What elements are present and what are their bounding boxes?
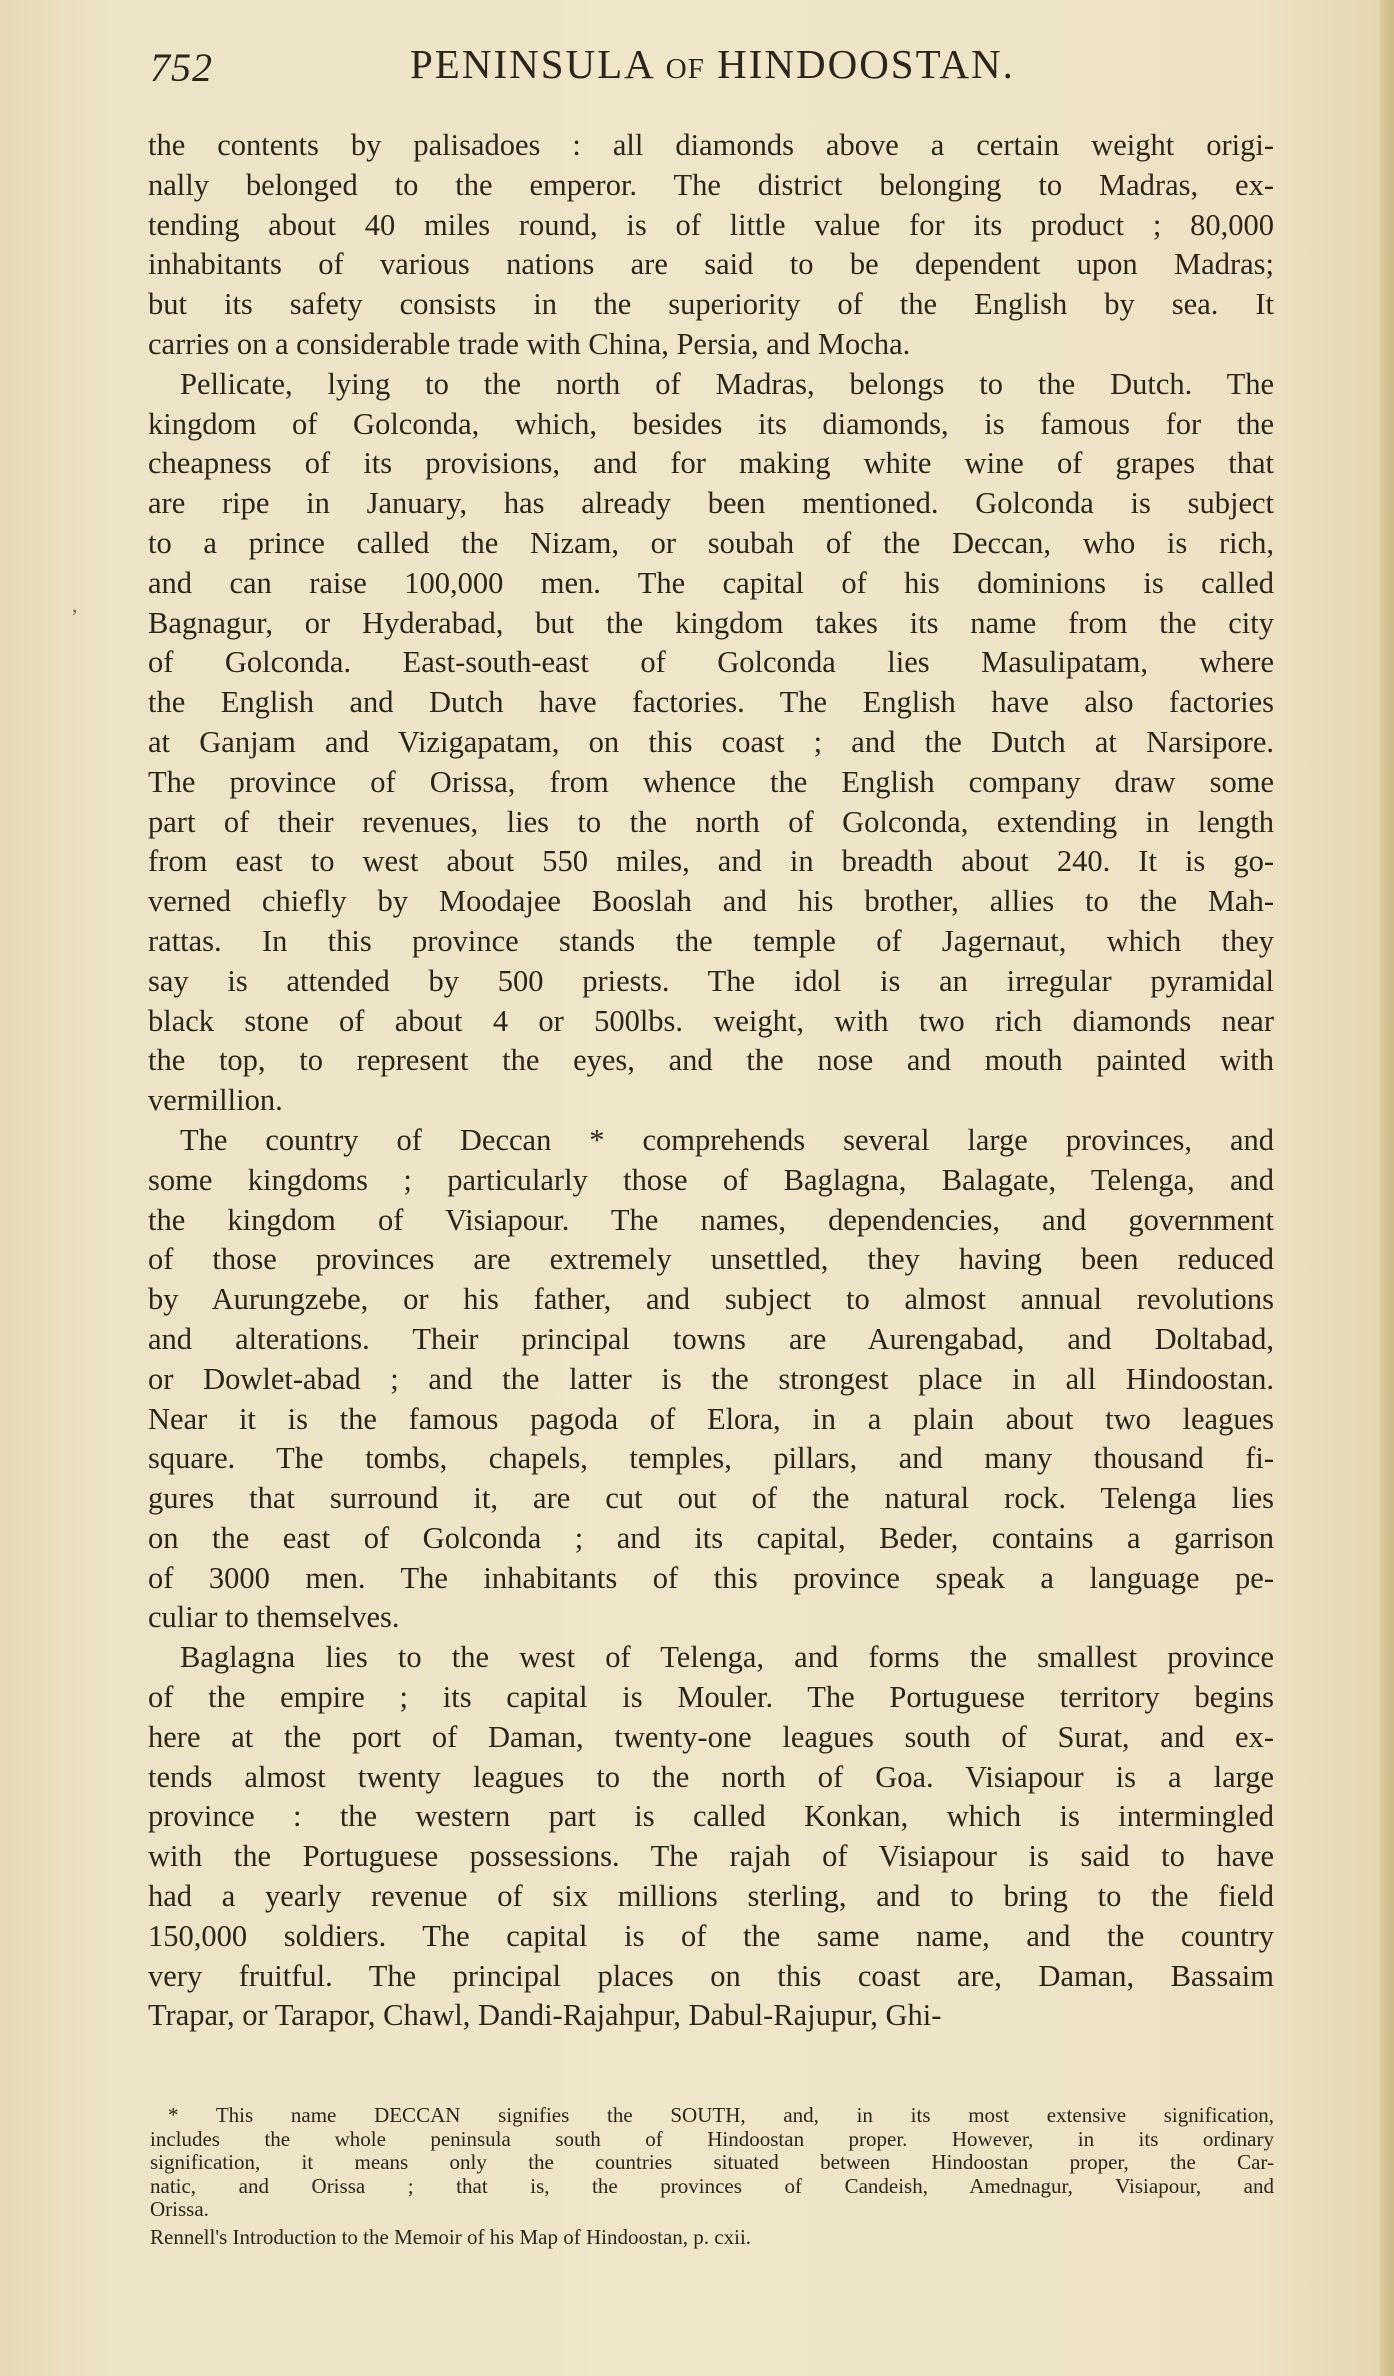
- text-line: of 3000 men. The inhabitants of this province speak a language pe-: [148, 1560, 1274, 1595]
- text-line: kingdom of Golconda, which, besides its diamonds, is famous for the: [148, 406, 1274, 441]
- footnote-citation: Rennell's Introduction to the Memoir of his Map of Hindoostan, p. cxii.: [150, 2224, 752, 2249]
- page-edge: [1380, 0, 1394, 2376]
- footnote-line: natic, and Orissa ; that is, the provinces of Candeish, Amednagur, Visiapour, and: [150, 2173, 1274, 2198]
- footnote-line: * This name DECCAN signifies the SOUTH, and, in its most extensive signification,: [168, 2103, 1274, 2127]
- text-line: Near it is the famous pagoda of Elora, in a plain about two leagues: [148, 1401, 1274, 1436]
- text-line: the kingdom of Visiapour. The names, dependencies, and government: [148, 1202, 1274, 1237]
- text-line: had a yearly revenue of six millions sterling, and to bring to the field: [148, 1879, 1274, 1914]
- footnote-line: includes the whole peninsula south of Hindoostan proper. However, in its ordinary: [150, 2126, 1274, 2151]
- text-line: rattas. In this province stands the temple of Jagernaut, which they: [148, 923, 1274, 958]
- text-line: of Golconda. East-south-east of Golconda lies Masulipatam, where: [148, 645, 1274, 680]
- text-line: Pellicate, lying to the north of Madras, belongs to the Dutch. The: [180, 366, 1274, 401]
- text-line: but its safety consists in the superiority of the English by sea. It: [148, 287, 1274, 322]
- text-line: on the east of Golconda ; and its capital, Beder, contains a garrison: [148, 1520, 1274, 1555]
- margin-mark: ,: [72, 592, 78, 617]
- text-line: tending about 40 miles round, is of little value for its product ; 80,000: [148, 207, 1274, 242]
- text-line: 150,000 soldiers. The capital is of the same name, and the country: [148, 1918, 1274, 1953]
- text-line: culiar to themselves.: [148, 1600, 400, 1635]
- text-line: the contents by palisadoes : all diamonds above a certain weight origi-: [148, 128, 1274, 162]
- running-head-of: OF: [665, 53, 705, 85]
- text-line: The province of Orissa, from whence the English company draw some: [148, 764, 1274, 799]
- text-line: Baglagna lies to the west of Telenga, and forms the smallest province: [180, 1640, 1274, 1675]
- footnote-line: Orissa.: [150, 2197, 209, 2222]
- text-line: and can raise 100,000 men. The capital of his dominions is called: [148, 565, 1274, 600]
- page-number: 752: [150, 45, 213, 90]
- text-line: tends almost twenty leagues to the north of Goa. Visiapour is a large: [148, 1759, 1274, 1794]
- text-line: part of their revenues, lies to the north of Golconda, extending in length: [148, 804, 1274, 839]
- text-line: the English and Dutch have factories. The English have also factories: [148, 685, 1274, 720]
- text-line: some kingdoms ; particularly those of Baglagna, Balagate, Telenga, and: [148, 1162, 1274, 1197]
- footnote-text: [150, 2104, 1274, 2222]
- footnote-block: [150, 2104, 1274, 2250]
- text-line: to a prince called the Nizam, or soubah of the Deccan, who is rich,: [148, 525, 1274, 560]
- text-line: province : the western part is called Konkan, which is intermingled: [148, 1799, 1274, 1834]
- running-head-part1: PENINSULA: [410, 41, 654, 87]
- text-line: gures that surround it, are cut out of the natural rock. Telenga lies: [148, 1481, 1274, 1516]
- text-line: and alterations. Their principal towns are Aurengabad, and Doltabad,: [148, 1321, 1274, 1356]
- text-line: black stone of about 4 or 500lbs. weight, with two rich diamonds near: [148, 1003, 1274, 1038]
- text-line: The country of Deccan * comprehends several large provinces, and: [180, 1122, 1274, 1157]
- body-text: [148, 126, 1274, 2036]
- text-line: verned chiefly by Moodajee Booslah and his brother, allies to the Mah-: [148, 884, 1274, 919]
- running-head-part2: HINDOOSTAN.: [717, 41, 1015, 87]
- text-line: say is attended by 500 priests. The idol is an irregular pyramidal: [148, 963, 1274, 998]
- text-line: with the Portuguese possessions. The rajah of Visiapour is said to have: [148, 1839, 1274, 1874]
- running-head: [410, 40, 1015, 88]
- text-line: here at the port of Daman, twenty-one leagues south of Surat, and ex-: [148, 1719, 1274, 1754]
- text-line: of those provinces are extremely unsettled, they having been reduced: [148, 1242, 1274, 1277]
- text-line: very fruitful. The principal places on this coast are, Daman, Bassaim: [148, 1958, 1274, 1993]
- text-line: nally belonged to the emperor. The district belonging to Madras, ex-: [148, 167, 1274, 202]
- text-line: carries on a considerable trade with China, Persia, and Mocha.: [148, 326, 911, 361]
- text-line: inhabitants of various nations are said to be dependent upon Madras;: [148, 247, 1274, 282]
- text-line: the top, to represent the eyes, and the nose and mouth painted with: [148, 1043, 1274, 1078]
- text-line: of the empire ; its capital is Mouler. The Portuguese territory begins: [148, 1680, 1274, 1715]
- page-header: [150, 28, 1270, 98]
- text-line: are ripe in January, has already been mentioned. Golconda is subject: [148, 486, 1274, 521]
- text-line: vermillion.: [148, 1083, 283, 1118]
- text-line: cheapness of its provisions, and for making white wine of grapes that: [148, 446, 1274, 481]
- text-line: square. The tombs, chapels, temples, pillars, and many thousand fi-: [148, 1441, 1274, 1476]
- text-line: from east to west about 550 miles, and in breadth about 240. It is go-: [148, 844, 1274, 879]
- text-line: or Dowlet-abad ; and the latter is the strongest place in all Hindoostan.: [148, 1361, 1274, 1396]
- text-line: by Aurungzebe, or his father, and subject to almost annual revolutions: [148, 1282, 1274, 1317]
- text-line: Bagnagur, or Hyderabad, but the kingdom takes its name from the city: [148, 605, 1274, 640]
- text-line: at Ganjam and Vizigapatam, on this coast ; and the Dutch at Narsipore.: [148, 724, 1274, 759]
- text-line: Trapar, or Tarapor, Chawl, Dandi-Rajahpur, Dabul-Rajupur, Ghi-: [148, 1998, 942, 2033]
- footnote-line: signification, it means only the countries situated between Hindoostan proper, the Car-: [150, 2150, 1274, 2175]
